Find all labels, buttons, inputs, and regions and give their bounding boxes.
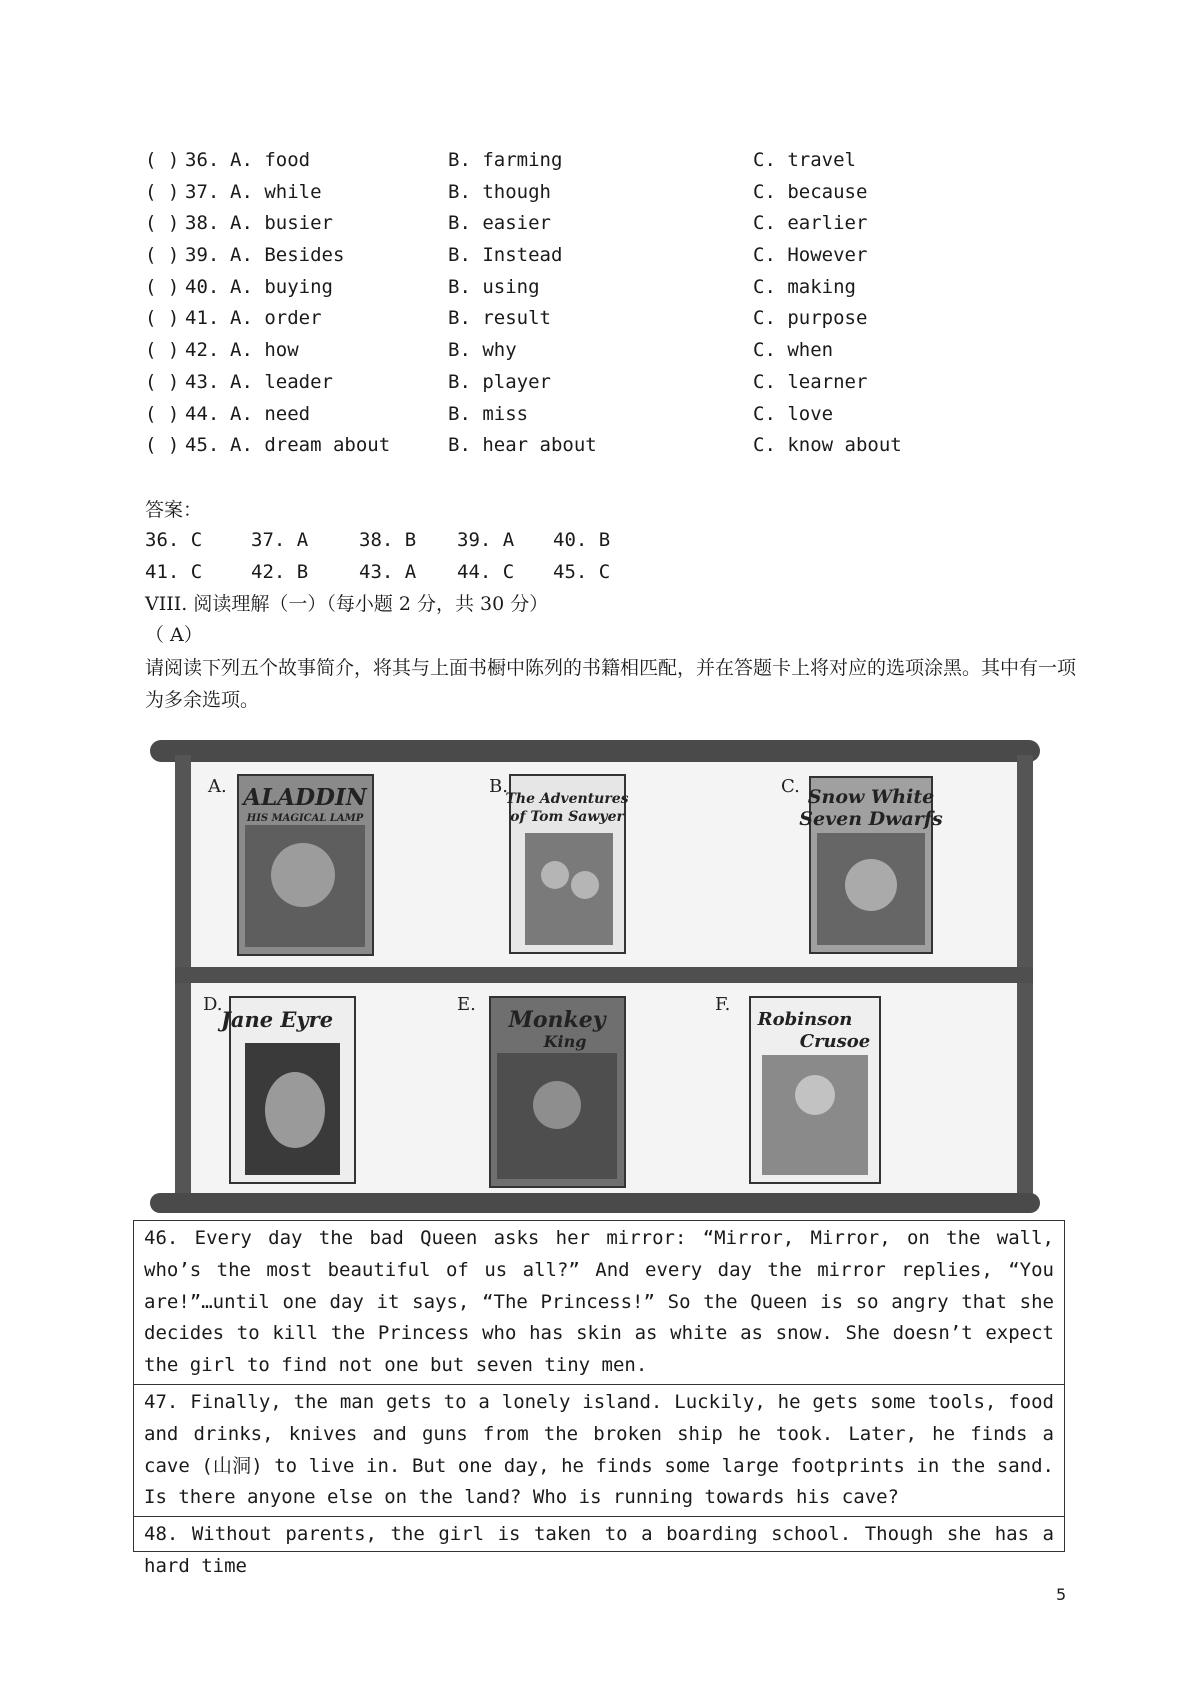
section-instruction: 请阅读下列五个故事简介，将其与上面书橱中陈列的书籍相匹配，并在答题卡上将对应的选项涂黑。其中有一项为多余选项。 (145, 657, 1077, 711)
option-c: C. earlier (753, 212, 868, 235)
question-number: 40. (185, 275, 220, 298)
option-b: B. hear about (448, 434, 597, 457)
book-title: Snow White (807, 786, 935, 808)
option-b: B. easier (448, 212, 551, 235)
option-c: C. know about (753, 434, 902, 457)
question-number: 38. (185, 212, 220, 235)
option-a: A. order (230, 307, 322, 330)
question-number: 45. (185, 434, 220, 457)
answer-blank: ( ) (145, 275, 180, 298)
question-number: 37. (185, 180, 220, 203)
book-subtitle: King (543, 1032, 587, 1051)
answer-blank: ( ) (145, 212, 180, 235)
option-c: C. when (753, 339, 834, 362)
book-letter: D. (203, 994, 223, 1015)
option-a: A. how (230, 339, 299, 362)
answer-item: 37. A (251, 529, 309, 551)
answer-item: 43. A (359, 561, 417, 583)
answer-blank: ( ) (145, 434, 180, 457)
stories-table (133, 1220, 1065, 1577)
answer-item: 40. B (553, 529, 611, 551)
option-a: A. food (230, 149, 311, 171)
shelf-top-board (150, 740, 1040, 762)
option-a: A. leader (230, 370, 333, 393)
option-b: B. Instead (448, 244, 563, 267)
book-title: The Adventures (505, 791, 629, 807)
book-letter: C. (781, 776, 800, 797)
answer-blank: ( ) (145, 370, 180, 393)
book-subtitle: Crusoe (799, 1031, 871, 1052)
option-c: C. because (753, 180, 868, 203)
option-b: B. though (448, 180, 551, 203)
answer-blank: ( ) (145, 339, 180, 362)
answer-blank: ( ) (145, 307, 180, 330)
book-letter: A. (208, 776, 227, 797)
option-a: A. Besides (230, 244, 345, 267)
option-c: C. learner (753, 370, 868, 393)
option-b: B. result (448, 307, 551, 330)
story-48: 48. Without parents, the girl is taken to a boarding school. Though she has a hard time (134, 1517, 1064, 1552)
option-a: A. busier (230, 212, 333, 235)
answer-blank: ( ) (145, 180, 180, 203)
option-c: C. purpose (753, 307, 868, 330)
question-number: 43. (185, 370, 220, 393)
story-47: 47. Finally, the man gets to a lonely island. Luckily, he gets some tools, food and drinks, knives and guns from the broken ship he took. Later, he finds a cave (山洞) to live in. But one day, he finds some large footprints in the sand. Is there anyone else on the land? Who is running towards his cave? (134, 1385, 1064, 1517)
question-number: 36. (185, 149, 220, 171)
book-subtitle: Seven Dwarfs (799, 808, 943, 830)
option-b: B. using (448, 275, 540, 298)
book-title: ALADDIN (243, 784, 367, 811)
answer-item: 45. C (553, 561, 611, 583)
question-number: 41. (185, 307, 220, 330)
answer-item: 44. C (457, 561, 515, 583)
book-b (489, 775, 629, 953)
answer-item: 39. A (457, 529, 515, 551)
answer-item: 42. B (251, 561, 309, 583)
page-number: 5 (1056, 1585, 1067, 1604)
answers-label: 答案： (145, 499, 203, 521)
book-letter: F. (715, 994, 731, 1015)
option-b: B. farming (448, 149, 563, 171)
section-title: VIII. 阅读理解（一）（每小题 2 分，共 30 分） (145, 593, 549, 615)
option-b: B. why (448, 339, 517, 362)
answer-blank: ( ) (145, 149, 180, 171)
option-c: C. making (753, 275, 856, 298)
shelf-bottom-board (150, 1193, 1040, 1213)
option-a: A. buying (230, 275, 333, 298)
answer-item: 41. C (145, 561, 203, 583)
option-c: C. However (753, 244, 868, 267)
section-subtitle: （ A） (145, 624, 203, 646)
story-46: 46. Every day the bad Queen asks her mirror: “Mirror, Mirror, on the wall, who’s the most beautiful of us all?” And every day the mirror replies, “You are!”…until one day it says, “The Princess!” So the Queen is so angry that she decides to kill the Princess who has skin as white as snow. She doesn’t expect the girl to find not one but seven tiny men. (134, 1221, 1064, 1385)
book-letter: B. (489, 776, 508, 797)
book-title: Robinson (757, 1009, 853, 1030)
bookshelf-illustration (145, 735, 1045, 1215)
option-b: B. player (448, 370, 551, 393)
question-number: 44. (185, 402, 220, 425)
book-letter: E. (457, 994, 476, 1015)
answer-blank: ( ) (145, 402, 180, 425)
option-a: A. while (230, 180, 322, 203)
book-subtitle: HIS MAGICAL LAMP (246, 813, 364, 824)
question-number: 39. (185, 244, 220, 267)
answer-item: 36. C (145, 529, 203, 551)
answer-item: 38. B (359, 529, 417, 551)
shelf-middle-board (175, 967, 1033, 983)
option-c: C. travel (753, 149, 856, 171)
question-number: 42. (185, 339, 220, 362)
answer-blank: ( ) (145, 244, 180, 267)
option-a: A. dream about (230, 434, 391, 457)
book-subtitle: of Tom Sawyer (510, 809, 624, 825)
option-c: C. love (753, 402, 834, 425)
option-a: A. need (230, 402, 311, 425)
book-title: Monkey (508, 1007, 606, 1033)
option-b: B. miss (448, 402, 529, 425)
book-title: Jane Eyre (220, 1007, 334, 1032)
